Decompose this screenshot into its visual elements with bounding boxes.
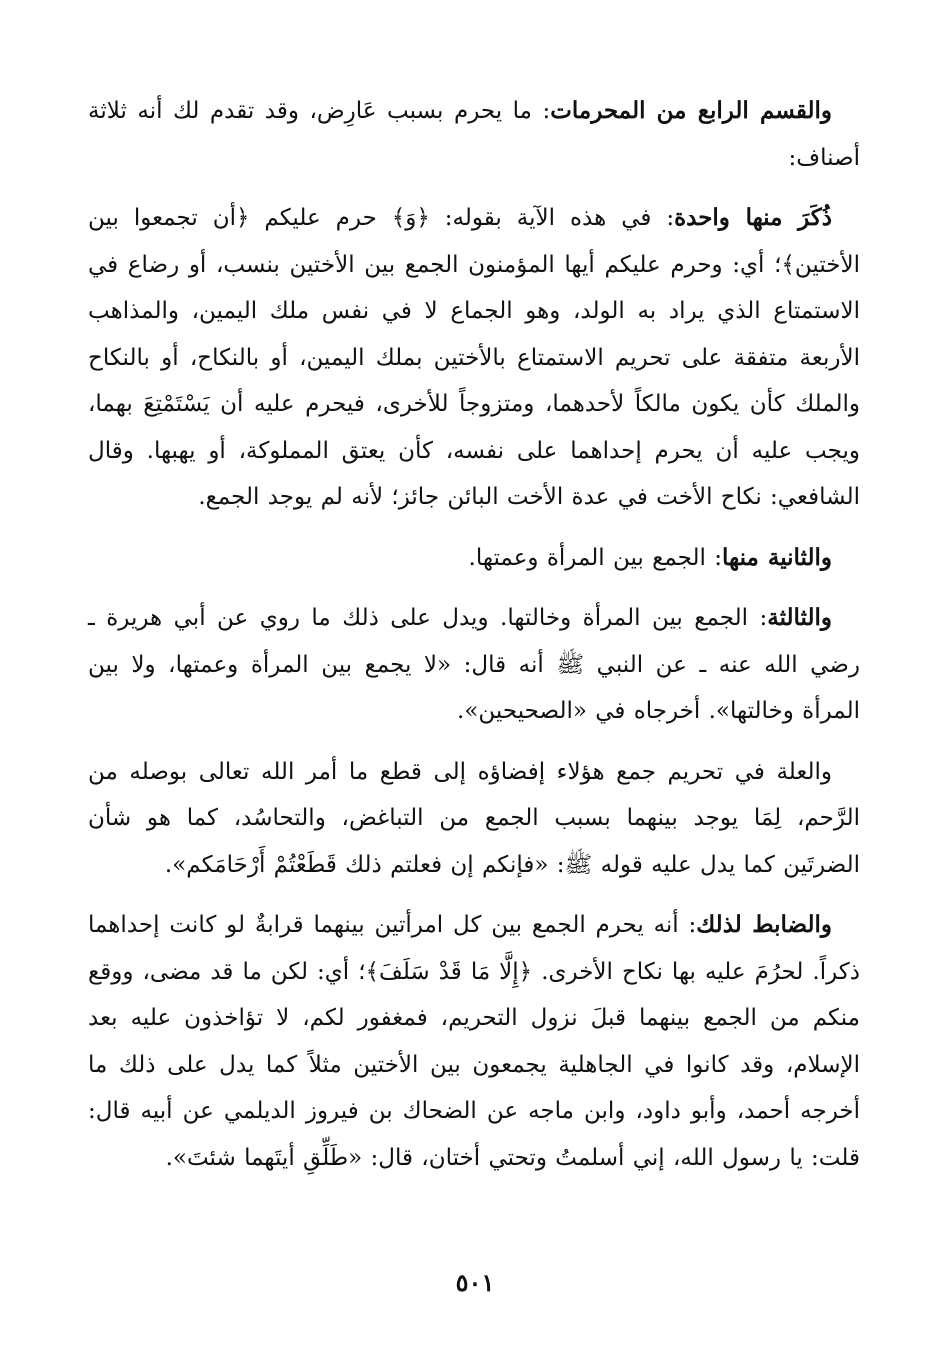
paragraph-1 bbox=[88, 88, 860, 181]
paragraph-4-text: : الجمع بين المرأة وخالتها. ويدل على ذلك ما روي عن أبي هريرة ـ رضي الله عنه ـ عن النبي ﷺ أنه قال: «لا يجمع بين المرأة وعمتها، ولا بين المرأة وخالتها». أخرجاه في «الصحيحين». bbox=[88, 605, 860, 724]
paragraph-2 bbox=[88, 195, 860, 521]
paragraph-4 bbox=[88, 595, 860, 735]
paragraph-6-text: : أنه يحرم الجمع بين كل امرأتين بينهما قرابةٌ لو كانت إحداهما ذكراً. لحرُمَ عليه بها نكاح الأخرى. ﴿إِلَّا مَا قَدْ سَلَفَ﴾؛ أي: لكن ما قد مضى، ووقع منكم من الجمع بينهما قبلَ نزول التحريم، فمغفور لكم، لا تؤاخذون عليه بعد الإسلام، وقد كانوا في الجاهلية يجمعون بين الأختين مثلاً كما يدل على ذلك ما أخرجه أحمد، وأبو داود، وابن ماجه عن الضحاك بن فيروز الديلمي عن أبيه قال: قلت: يا رسول الله، إني أسلمتُ وتحتي أختان، قال: «طَلِّقِ أيتَهما شئتَ». bbox=[88, 912, 860, 1171]
page-body bbox=[88, 88, 860, 1195]
paragraph-1-lead: والقسم الرابع من المحرمات bbox=[550, 97, 832, 124]
paragraph-3-text: : الجمع بين المرأة وعمتها. bbox=[468, 544, 722, 571]
paragraph-6-lead: والضابط لذلك bbox=[696, 911, 832, 938]
paragraph-1-text: : ما يحرم بسبب عَارِض، وقد تقدم لك أنه ثلاثة أصناف: bbox=[88, 98, 860, 171]
paragraph-3 bbox=[88, 535, 860, 582]
paragraph-4-lead: والثالثة bbox=[767, 604, 832, 631]
paragraph-5 bbox=[88, 749, 860, 889]
paragraph-2-lead: ذُكَرَ منها واحدة bbox=[674, 204, 832, 231]
paragraph-5-text: والعلة في تحريم جمع هؤلاء إفضاؤه إلى قطع ما أمر الله تعالى بوصله من الرَّحم، لِمَا يوجد بينهما بسبب الجمع من التباغض، والتحاسُد، كما هو شأن الضرتَين كما يدل عليه قوله ﷺ: «فإنكم إن فعلتم ذلك قَطَعْتُمْ أَرْحَامَكم». bbox=[88, 758, 860, 878]
page-number: ٥٠١ bbox=[455, 1268, 495, 1297]
paragraph-3-lead: والثانية منها bbox=[721, 543, 832, 571]
paragraph-6 bbox=[88, 902, 860, 1181]
paragraph-2-text: : في هذه الآية بقوله: ﴿وَ﴾ حرم عليكم ﴿أن تجمعوا بين الأختين﴾؛ أي: وحرم عليكم أيها المؤمنون الجمع بين الأختين بنسب، أو رضاع في الاستمتاع الذي يراد به الولد، وهو الجماع لا في نفس ملك اليمين، والمذاهب الأربعة متفقة على تحريم الاستمتاع بالأختين بملك اليمين، أو بالنكاح، أو بالنكاح والملك كأن يكون مالكاً لأحدهما، ومتزوجاً للأخرى، فيحرم عليه أن يَسْتَمْتِعَ بهما، ويجب عليه أن يحرم إحداهما على نفسه، كأن يعتق المملوكة، أو يهبها. وقال الشافعي: نكاح الأخت في عدة الأخت البائن جائز؛ لأنه لم يوجد الجمع. bbox=[88, 205, 860, 510]
